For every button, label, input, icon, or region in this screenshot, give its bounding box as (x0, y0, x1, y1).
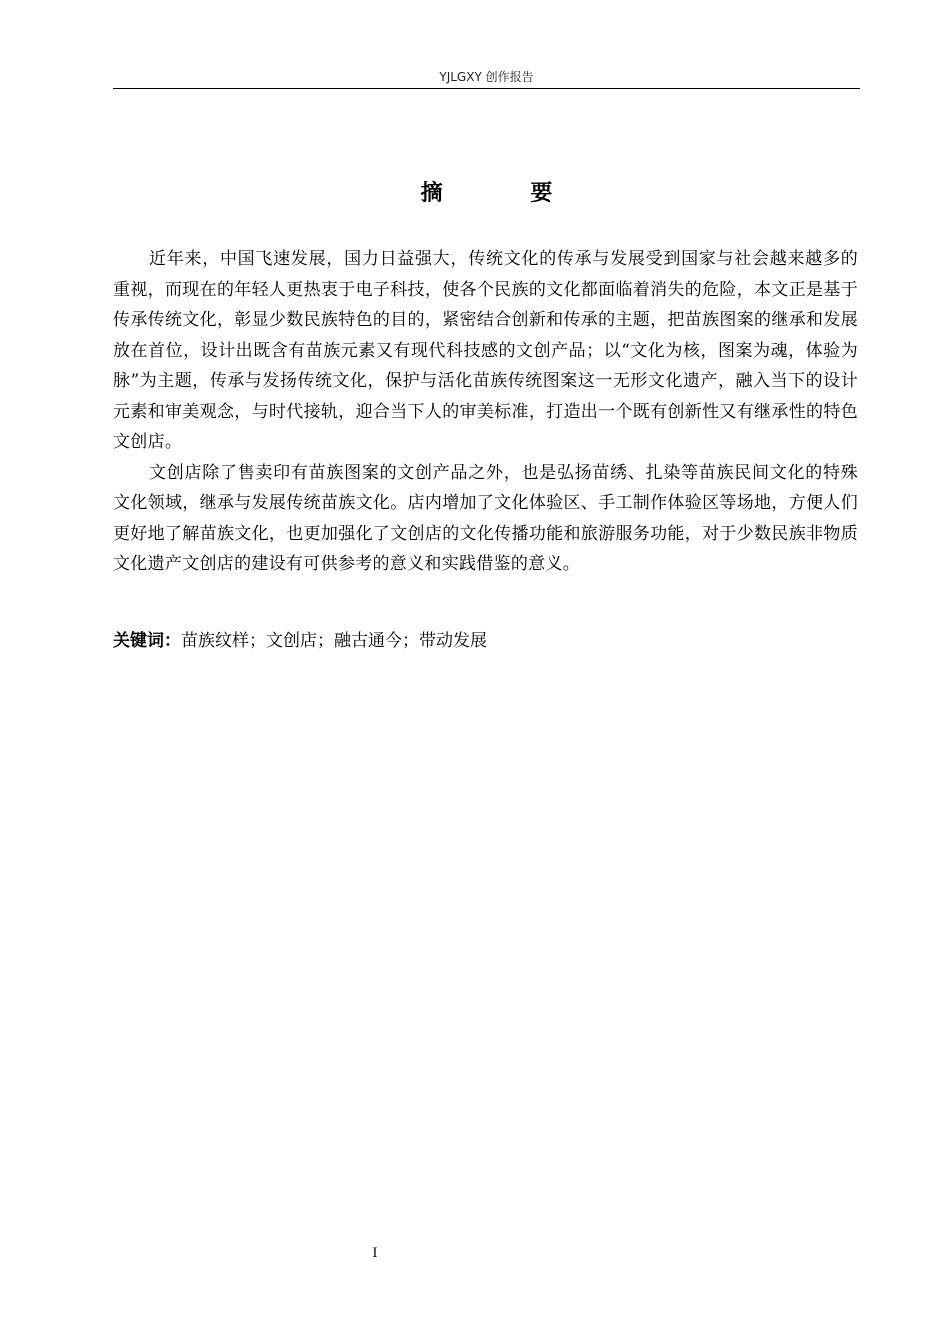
abstract-body (113, 244, 858, 580)
header-text: YJLGXY 创作报告 (439, 70, 534, 84)
abstract-title: 摘 要 (420, 181, 593, 206)
abstract-paragraph-1: 近年来，中国飞速发展，国力日益强大，传统文化的传承与发展受到国家与社会越来越多的重视，而现在的年轻人更热衷于电子科技，使各个民族的文化都面临着消失的危险，本文正是基于传承传统文化，彰显少数民族特色的目的，紧密结合创新和传承的主题，把苗族图案的继承和发展放在首位，设计出既含有苗族元素又有现代科技感的文创产品；以“文化为核，图案为魂，体验为脉”为主题，传承与发扬传统文化，保护与活化苗族传统图案这一无形文化遗产，融入当下的设计元素和审美观念，与时代接轨，迎合当下人的审美标准，打造出一个既有创新性又有继承性的特色文创店。 (113, 249, 858, 452)
keywords-text: 苗族纹样；文创店；融古通今；带动发展 (181, 631, 487, 651)
page-header (113, 66, 860, 89)
keywords-label: 关键词： (113, 631, 181, 651)
abstract-paragraph-2: 文创店除了售卖印有苗族图案的文创产品之外，也是弘扬苗绣、扎染等苗族民间文化的特殊文化领域，继承与发展传统苗族文化。店内增加了文化体验区、手工制作体验区等场地，方便人们更好地了解苗族文化，也更加强化了文创店的文化传播功能和旅游服务功能，对于少数民族非物质文化遗产文创店的建设有可供参考的意义和实践借鉴的意义。 (113, 462, 858, 574)
keywords-line (113, 627, 858, 655)
page-number: I (372, 1246, 378, 1261)
